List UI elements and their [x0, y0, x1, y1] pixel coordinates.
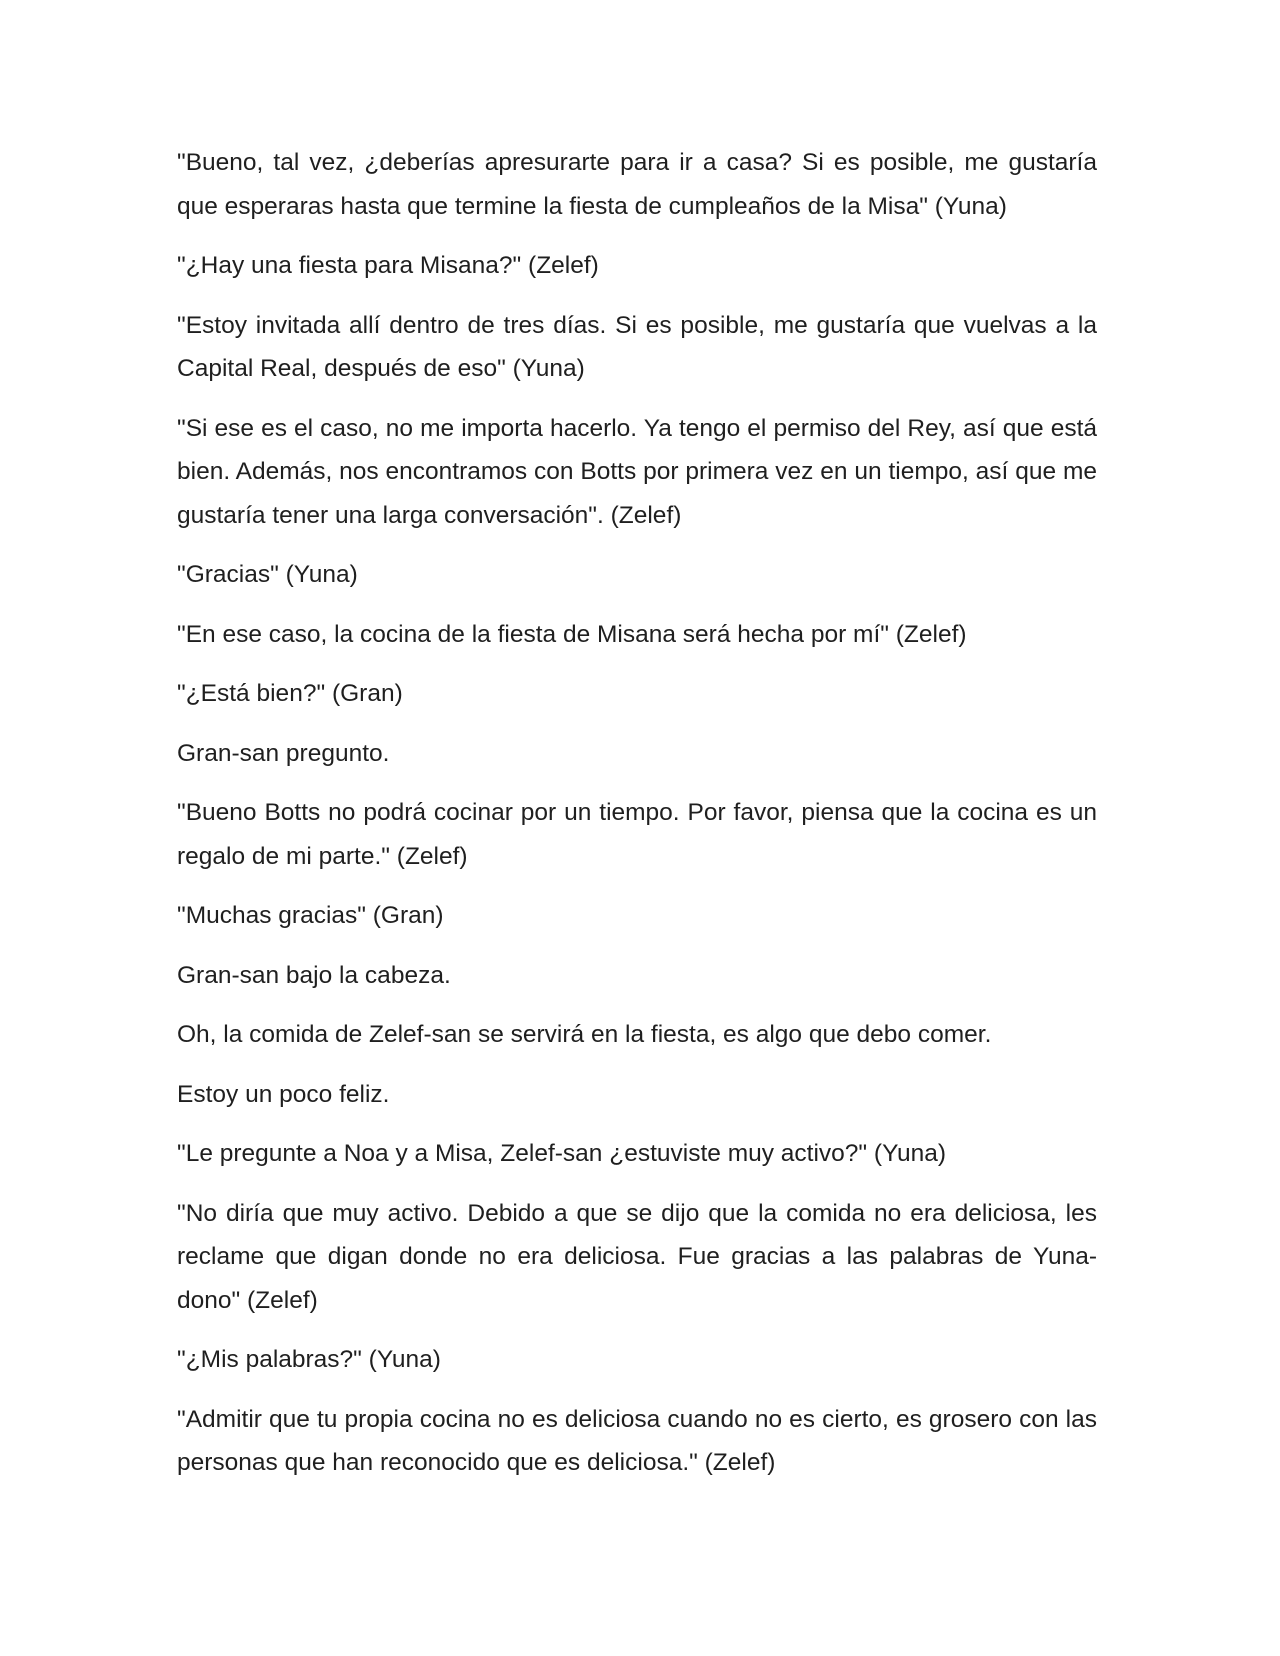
- paragraph: "¿Mis palabras?" (Yuna): [177, 1346, 441, 1373]
- document-body: [177, 141, 1097, 1501]
- paragraph: Oh, la comida de Zelef-san se servirá en la fiesta, es algo que debo comer.: [177, 1021, 992, 1048]
- paragraph: "Admitir que tu propia cocina no es deliciosa cuando no es cierto, es grosero con las personas que han reconocido que es deliciosa." (Zelef): [177, 1405, 1097, 1476]
- paragraph: "Muchas gracias" (Gran): [177, 902, 444, 929]
- paragraph: "Bueno Botts no podrá cocinar por un tiempo. Por favor, piensa que la cocina es un regalo de mi parte." (Zelef): [177, 799, 1097, 870]
- paragraph: Gran-san bajo la cabeza.: [177, 961, 451, 989]
- paragraph: "Bueno, tal vez, ¿deberías apresurarte para ir a casa? Si es posible, me gustaría que esperaras hasta que termine la fiesta de cumpleaños de la Misa" (Yuna): [177, 149, 1097, 220]
- paragraph: "Si ese es el caso, no me importa hacerlo. Ya tengo el permiso del Rey, así que está bien. Además, nos encontramos con Botts por primera vez en un tiempo, así que me gustaría tener una larga conversación". (Zelef): [177, 414, 1097, 529]
- paragraph: "En ese caso, la cocina de la fiesta de Misana será hecha por mí" (Zelef): [177, 620, 967, 648]
- paragraph: "¿Está bien?" (Gran): [177, 680, 403, 707]
- paragraph: "¿Hay una fiesta para Misana?" (Zelef): [177, 252, 599, 279]
- paragraph: "Gracias" (Yuna): [177, 561, 358, 588]
- paragraph: Estoy un poco feliz.: [177, 1080, 390, 1108]
- paragraph: "Estoy invitada allí dentro de tres días. Si es posible, me gustaría que vuelvas a la Capital Real, después de eso" (Yuna): [177, 311, 1097, 382]
- paragraph: "Le pregunte a Noa y a Misa, Zelef-san ¿estuviste muy activo?" (Yuna): [177, 1140, 947, 1167]
- paragraph: Gran-san pregunto.: [177, 739, 390, 767]
- paragraph: "No diría que muy activo. Debido a que se dijo que la comida no era deliciosa, les reclame que digan donde no era deliciosa. Fue gracias a las palabras de Yuna-dono" (Zelef): [177, 1199, 1097, 1314]
